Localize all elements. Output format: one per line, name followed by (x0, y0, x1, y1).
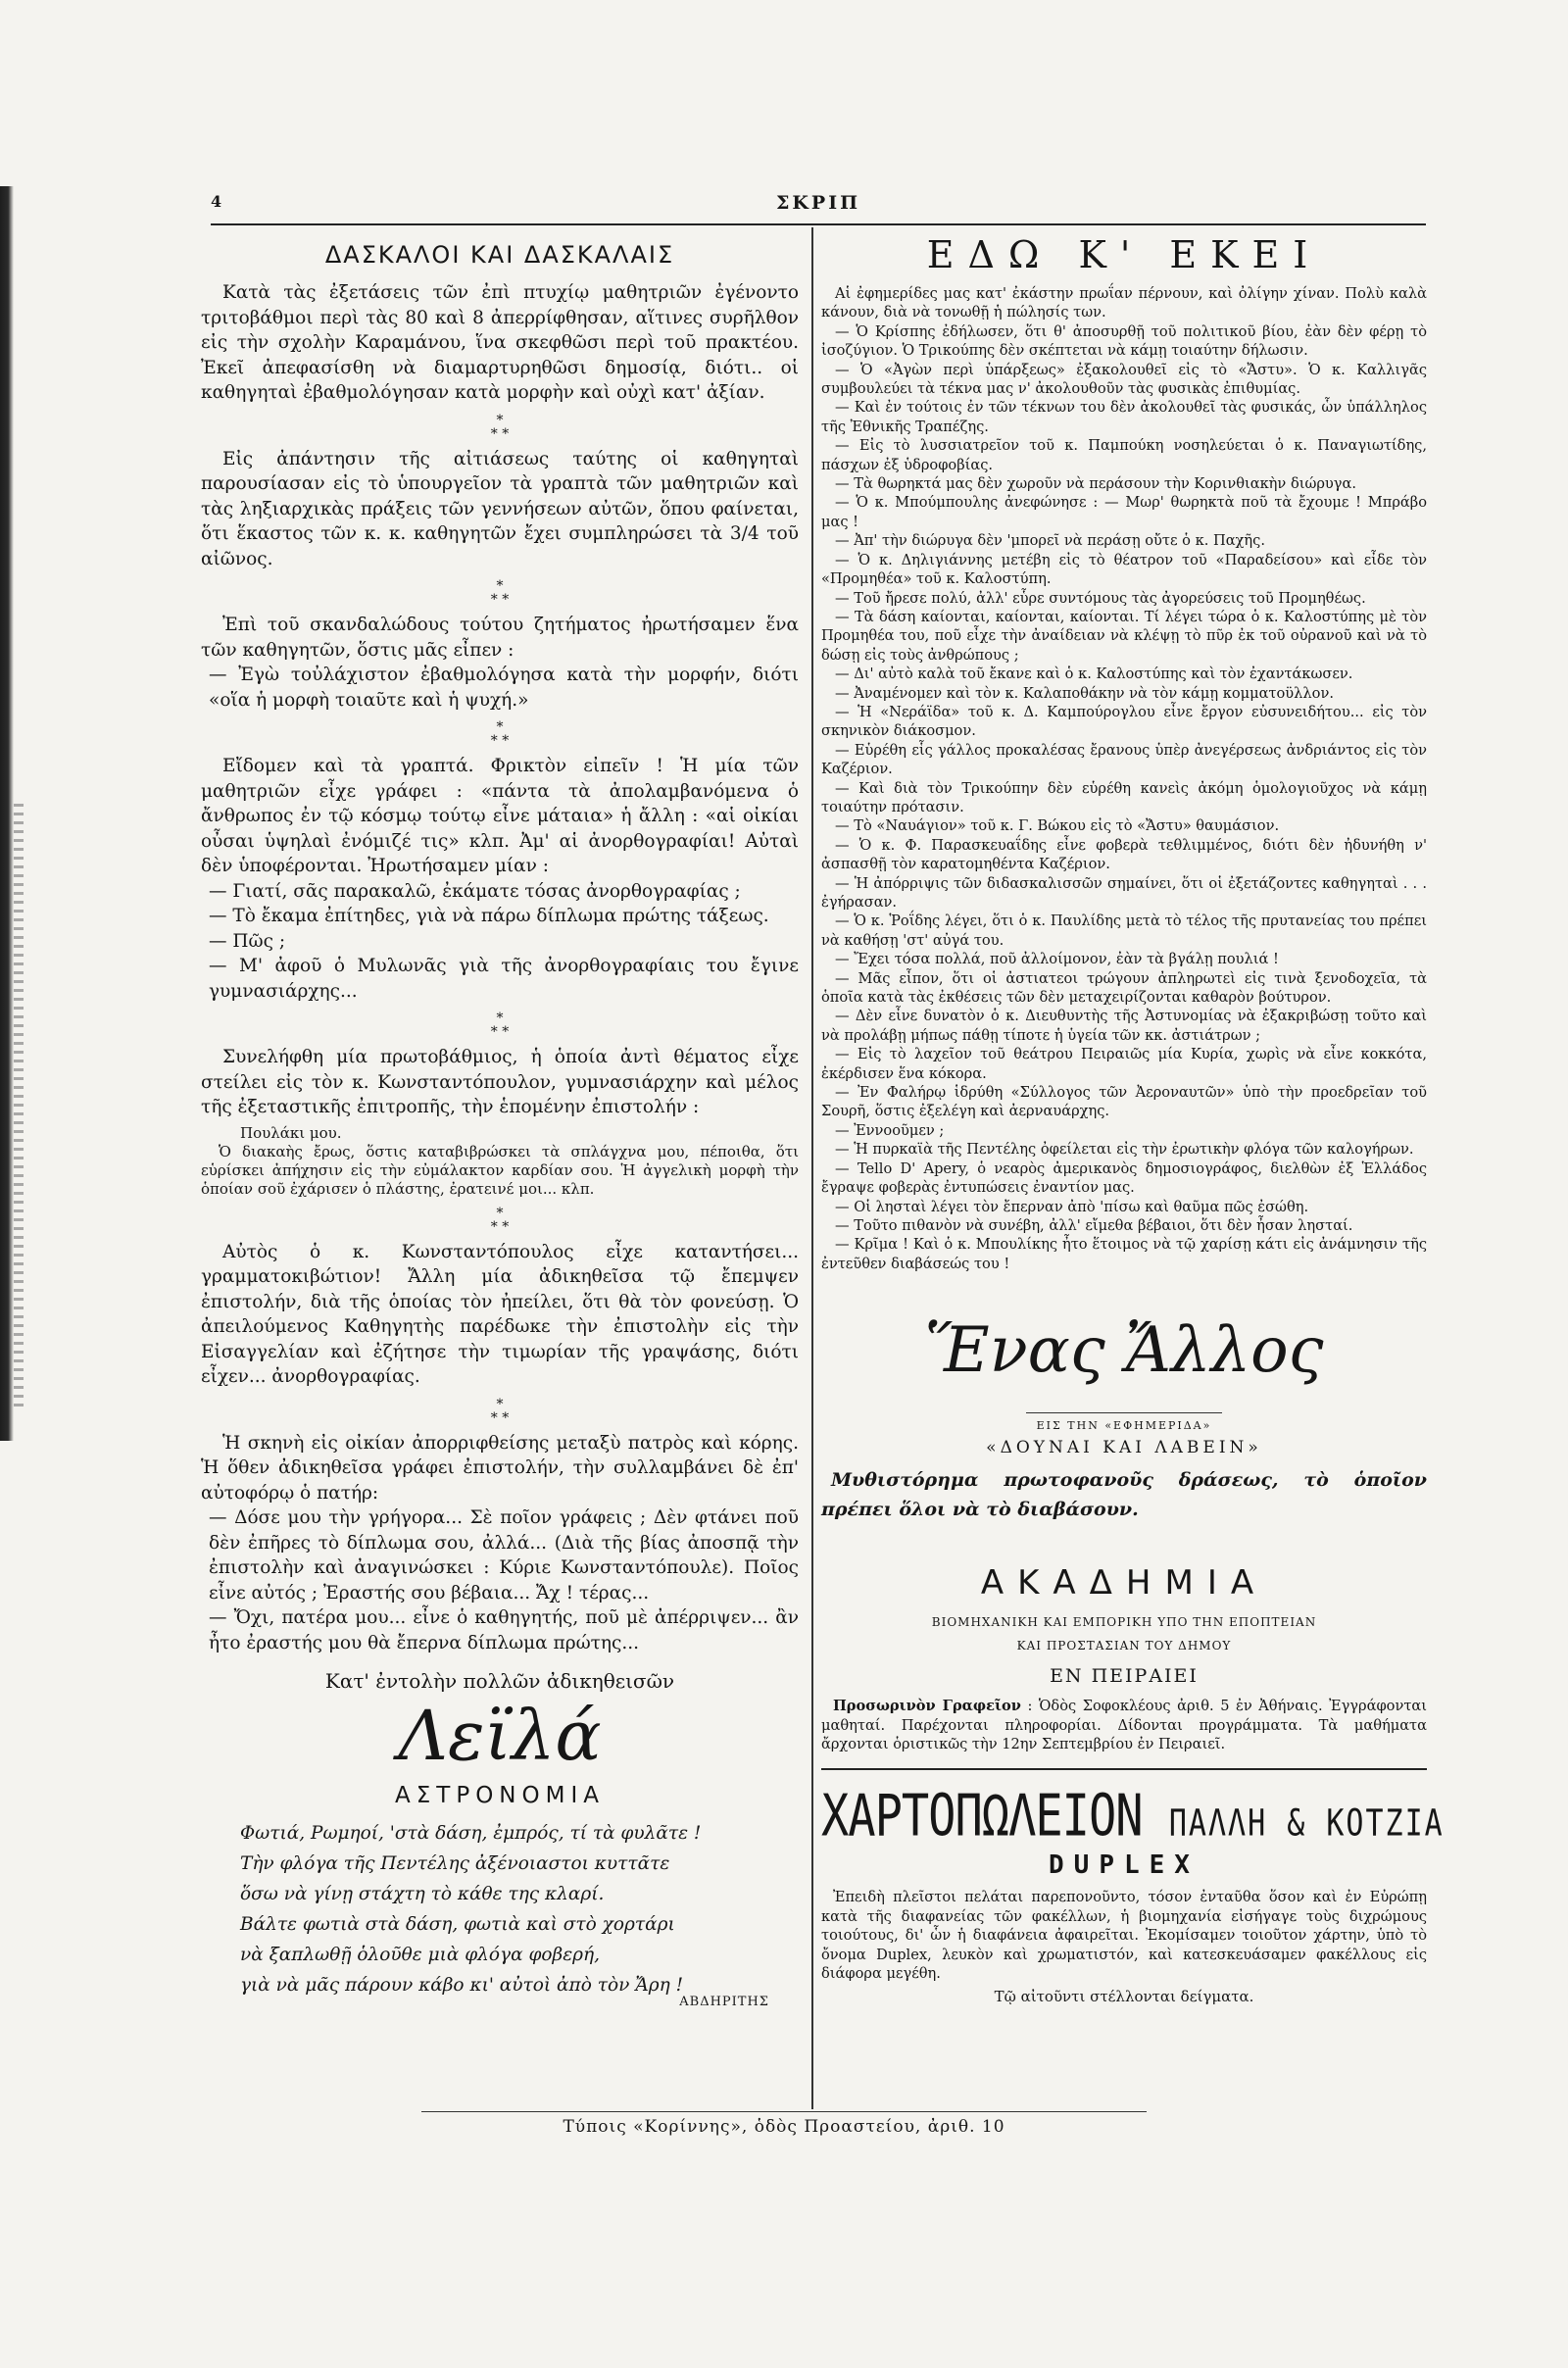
dialogue-line: — Ἐγὼ τοὐλάχιστον ἐβαθμολόγησα κατὰ τὴν μορφήν, διότι «οἵα ἡ μορφὴ τοιαῦτε καὶ ἡ ψυχή.» (209, 665, 799, 711)
letter-salutation: Πουλάκι μου. (240, 1123, 342, 1142)
dialogue-line: — Πῶς ; (209, 930, 286, 952)
dialogue-line: — Τὸ ἔκαμα ἐπίτηδες, γιὰ νὰ πάρω δίπλωμα πρώτης τάξεως. (209, 906, 769, 926)
news-item: — Καὶ ἐν τούτοις ἐν τῶν τέκνων του δὲν ἀκολουθεῖ τὰς φυσικάς, ὧν ὑπάλληλος τῆς Ἐθνικῆς Τραπέζης. (821, 399, 1427, 435)
news-item: — Ὁ κ. Μπούμπουλης ἀνεφώνησε : — Μωρ' θωρηκτὰ ποῦ τὰ ἔχουμε ! Μπράβο μας ! (821, 494, 1427, 530)
news-item: — Κρῖμα ! Καὶ ὁ κ. Μπουλίκης ἦτο ἕτοιμος νὰ τῷ χαρίσῃ κάτι εἰς ἀνάμνησιν τῆς ἐντεῦθεν διαβάσεώς του ! (821, 1236, 1427, 1272)
section-stars: * * * (490, 578, 510, 608)
shop-name: ΧΑΡΤΟΠΩΛΕΙΟΝ (821, 1782, 1143, 1850)
poem-line: ὅσω νὰ γίνῃ στάχτη τὸ κάθε της κλαρί. (240, 1884, 605, 1904)
news-item: — Ἔχει τόσα πολλά, ποῦ ἀλλοίμονον, ἐὰν τὰ βγάλῃ πουλιά ! (835, 951, 1279, 968)
divider (821, 1768, 1427, 1770)
shop-owners: ΠΑΛΛΗ & ΚΟΤΖΙΑ (1168, 1801, 1445, 1846)
poem-title: ΑΣΤΡΟΝΟΜΙΑ (395, 1783, 605, 1808)
paragraph: Εἴδομεν καὶ τὰ γραπτά. Φρικτὸν εἰπεῖν ! Ἡ μία τῶν μαθητριῶν εἶχε γράφει : «πάντα τὰ ἀπολαμβανόμενα ὁ ἄνθρωπος ἐν τῷ κόσμῳ τούτῳ εἶνε μάταια» ἡ ἄλλη : «αἱ οἰκίαι οὖσαι ὑψηλαὶ ἐνόμιζέ τις» κλπ. Ἀμ' αἱ ἀνορθογραφίαι! Αὐταὶ δὲν ὑποφέρονται. Ἠρωτήσαμεν μίαν : (201, 756, 799, 876)
news-item: — Εἰς τὸ λαχεῖον τοῦ θεάτρου Πειραιῶς μία Κυρία, χωρὶς νὰ εἶνε κοκκότα, ἐκέρδισεν ἕνα κόκορα. (821, 1046, 1427, 1082)
paragraph: Κατὰ τὰς ἐξετάσεις τῶν ἐπὶ πτυχίῳ μαθητριῶν ἐγένοντο τριτοβάθμοι περὶ τὰς 80 καὶ 8 ἀπερρίφθησαν, αἵτινες συρῆλθον εἰς τὴν σχολὴν Καραμάνου, ἵνα σκεφθῶσι περὶ τοῦ πρακτέου. Ἐκεῖ ἀπεφασίσθη νὰ διαμαρτυρηθῶσι δημοσίᾳ, διότι.. οἱ καθηγηταὶ ἐβαθμολόγησαν κατὰ μορφὴν καὶ οὐχὶ κατ' ἀξίαν. (201, 282, 799, 403)
news-item: — Δι' αὐτὸ καλὰ τοῦ ἔκανε καὶ ὁ κ. Καλοστύπης καὶ τὸν ἐχαντάκωσεν. (835, 666, 1353, 683)
news-item: — Ἡ «Νεράϊδα» τοῦ κ. Δ. Καμπούρογλου εἶνε ἔργον εὐσυνειδήτου... εἰς τὸν σκηνικὸν διάκοσμον. (821, 703, 1427, 740)
news-item: — Ὁ κ. Ῥοΐδης λέγει, ὅτι ὁ κ. Παυλίδης μετὰ τὸ τέλος τῆς πρυτανείας του πρέπει νὰ καθήσῃ 'στ' αὐγά του. (821, 913, 1427, 949)
poem-line: νὰ ξαπλωθῇ ὁλοῦθε μιὰ φλόγα φοβερή, (240, 1945, 601, 1965)
section-stars: * * * (490, 412, 510, 442)
news-item: — Καὶ διὰ τὸν Τρικούπην δὲν εὑρέθη κανεὶς ἀκόμη ὁμολογιοῦχος νὰ κάμῃ τοιαύτην πρότασιν. (821, 779, 1427, 815)
news-item: Αἱ ἐφημερίδες μας κατ' ἐκάστην πρωΐαν πέρνουν, καὶ ὀλίγην χίναν. Πολὺ καλὰ κάνουν, διὰ νὰ τονωθῇ ἡ πώλησίς των. (821, 285, 1427, 321)
paragraph: Ἡ σκηνὴ εἰς οἰκίαν ἀπορριφθείσης μεταξὺ πατρὸς καὶ κόρης. Ἡ ὅθεν ἀδικηθεῖσα γράφει ἐπιστολήν, τὴν συλλαμβάνει δὲ ἐπ' αὐτοφόρῳ ὁ πατήρ: (201, 1432, 799, 1504)
dialogue-line: — Ὄχι, πατέρα μου... εἶνε ὁ καθηγητής, ποῦ μὲ ἀπέρριψεν... ἂν ἦτο ἐραστής μου θὰ ἔπερνα δίπλωμα πρώτης... (209, 1607, 799, 1653)
news-item: — Ἡ ἀπόρριψις τῶν διδασκαλισσῶν σημαίνει, ὅτι οἱ ἐξετάζοντες καθηγηταὶ . . . ἐγήρασαν. (821, 874, 1427, 911)
academy-text (821, 1697, 1427, 1754)
column-heading: ΕΔΩ Κ' ΕΚΕΙ (926, 233, 1322, 276)
poem-line: Τὴν φλόγα τῆς Πεντέλης ἀξένοιαστοι κυττᾶτε (240, 1853, 670, 1874)
news-item: — Οἱ λησταὶ λέγει τὸν ἔπερναν ἀπὸ 'πίσω καὶ θαῦμα πῶς ἐσώθη. (835, 1198, 1309, 1215)
news-item: — Ἐννοοῦμεν ; (835, 1121, 945, 1139)
paragraph: Συνελήφθη μία πρωτοβάθμιος, ἡ ὁποία ἀντὶ θέματος εἶχε στείλει εἰς τὸν κ. Κωνσταντόπουλον, γυμνασιάρχην καὶ μέλος τῆς ἐξεταστικῆς ἐπιτροπῆς, τὴν ἑπομένην ἐπιστολήν : (201, 1047, 799, 1117)
page-header (211, 192, 1426, 222)
dialogue-line: — Μ' ἀφοῦ ὁ Μυλωνᾶς γιὰ τῆς ἀνορθογραφίαις του ἔγινε γυμνασιάρχης... (209, 956, 799, 1002)
column-divider (811, 227, 813, 2109)
academy-subtitle: ΒΙΟΜΗΧΑΝΙΚΗ ΚΑΙ ΕΜΠΟΡΙΚΗ ΥΠΟ ΤΗΝ ΕΠΟΠΤΕΙΑΝ (931, 1615, 1317, 1630)
poem-author: ΑΒΔΗΡΙΤΗΣ (679, 1995, 769, 2009)
left-column (201, 233, 799, 2009)
paragraph: Εἰς ἀπάντησιν τῆς αἰτιάσεως ταύτης οἱ καθηγηταὶ παρουσίασαν εἰς τὸ ὑπουργεῖον τὰ γραπτὰ τῶν μαθητριῶν καὶ τὰς ληξιαρχικὰς πράξεις τῶν γεννήσεων αὐτῶν, ὅπου φαίνεται, ὅτι ἕκαστος τῶν κ. κ. καθηγητῶν ἔχει συμπληρώσει τὰ 3/4 τοῦ αἰῶνος. (201, 448, 799, 569)
news-item: — Ὁ Κρίσπης ἐδήλωσεν, ὅτι θ' ἀποσυρθῇ τοῦ πολιτικοῦ βίου, ἐὰν δὲν φέρῃ τὸ ἰσοζύγιον. Ὁ Τρικούπης δὲν σκέπτεται νὰ κάμῃ τοιαύτην δήλωσιν. (821, 322, 1427, 360)
brand-name: DUPLEX (1049, 1850, 1200, 1880)
page-number: 4 (211, 192, 222, 211)
news-item: — Ἀπ' τὴν διώρυγα δὲν 'μπορεῖ νὰ περάσῃ οὔτε ὁ κ. Παχῆς. (835, 532, 1265, 550)
handwritten-signature: Ἕνας Ἄλλος (924, 1314, 1324, 1388)
news-item: — Ὁ κ. Δηλιγιάννης μετέβη εἰς τὸ θέατρον τοῦ «Παραδείσου» καὶ εἶδε τὸν «Προμηθέα» τοῦ κ. Καλοστύπη. (821, 551, 1427, 588)
handwritten-signature: Λεϊλά (398, 1696, 602, 1776)
news-item: — Ὁ «Ἀγὼν περὶ ὑπάρξεως» ἐξακολουθεῖ εἰς τὸ «Ἄστυ». Ὁ κ. Καλλιγᾶς συμβουλεύει τὰ τέκνα μας ν' ἀκολουθοῦν τὰς φυσικὰς ἐπιθυμίας. (821, 361, 1427, 398)
news-item: — Tello D' Apery, ὁ νεαρὸς ἀμερικανὸς δημοσιογράφος, διελθὼν ἐξ Ἑλλάδος ἔγραψε φοβερὰς ἐντυπώσεις ἐναντίον μας. (821, 1159, 1427, 1197)
news-item: — Ἡ πυρκαϊὰ τῆς Πεντέλης ὀφείλεται εἰς τὴν ἐρωτικὴν φλόγα τῶν καλογήρων. (835, 1141, 1414, 1159)
news-item: — Εἰς τὸ λυσσιατρεῖον τοῦ κ. Παμπούκη νοσηλεύεται ὁ κ. Παναγιωτίδης, πάσχων ἐξ ὑδροφοβίας. (821, 437, 1427, 473)
section-stars: * * * (490, 1011, 510, 1040)
header-rule (211, 223, 1426, 225)
news-item: — Τοῦτο πιθανὸν νὰ συνέβη, ἀλλ' εἴμεθα βέβαιοι, ὅτι δὲν ἦσαν λησταί. (835, 1216, 1353, 1234)
news-item: — Ὁ κ. Φ. Παρασκευαΐδης εἶνε φοβερὰ τεθλιμμένος, διότι δὲν ἠδυνήθη ν' ἀσπασθῇ τὸν καρατομηθέντα Καζέριον. (821, 836, 1427, 873)
footer-rule (421, 2111, 1147, 2112)
ad-kicker: ΕΙΣ ΤΗΝ «ΕΦΗΜΕΡΙΔΑ» (1036, 1419, 1212, 1433)
paragraph: Αὐτὸς ὁ κ. Κωνσταντόπουλος εἶχε καταντήσει... γραμματοκιβώτιον! Ἄλλη μία ἀδικηθεῖσα τῷ ἔπεμψεν ἐπιστολήν, διὰ τῆς ὁποίας τὸν ἠπείλει, ὅτι θὰ τὸν φονεύσῃ. Ὁ ἀπειλούμενος Καθηγητὴς παρέδωκε τὴν ἐπιστολὴν εἰς τὴν Εἰσαγγελίαν καὶ ἐζήτησε τὴν τιμωρίαν τῆς γραψάσης, διότι εἶχεν... ἀνορθογραφίας. (201, 1241, 799, 1387)
academy-subtitle: ΚΑΙ ΠΡΟΣΤΑΣΙΑΝ ΤΟΥ ΔΗΜΟΥ (1016, 1639, 1232, 1653)
shop-closing: Τῷ αἰτοῦντι στέλλονται δείγματα. (994, 1987, 1254, 2005)
news-item: — Ἐν Φαλήρῳ ἱδρύθη «Σύλλογος τῶν Ἀεροναυτῶν» ὑπὸ τὴν προεδρεῖαν τοῦ Σουρῆ, ὅστις ἐξελέγη καὶ ἀερναυάρχης. (821, 1084, 1427, 1120)
news-item: — Εὑρέθη εἷς γάλλος προκαλέσας ἔρανους ὑπὲρ ἀνεγέρσεως ἀνδριάντος εἰς τὸν Καζέριον. (821, 741, 1427, 778)
section-stars: * * * (490, 1396, 510, 1426)
section-stars: * * * (490, 719, 510, 749)
printer-imprint: Τύποις «Κορίννης», ὁδὸς Προαστείου, ἀριθ. 10 (563, 2117, 1005, 2137)
scan-binding-edge (0, 186, 14, 1441)
academy-office-label: Προσωρινὸν Γραφεῖον (833, 1698, 1021, 1715)
paragraph: Ἐπὶ τοῦ σκανδαλώδους τούτου ζητήματος ἠρωτήσαμεν ἕνα τῶν καθηγητῶν, ὅστις μᾶς εἶπεν : (201, 615, 799, 661)
news-item: — Τὸ «Ναυάγιον» τοῦ κ. Γ. Βώκου εἰς τὸ «Ἄστυ» θαυμάσιον. (835, 817, 1280, 835)
scan-binding-shadow (14, 804, 24, 1411)
shop-text: Ἐπειδὴ πλεῖστοι πελάται παρεπονοῦντο, τόσον ἐνταῦθα ὅσον καὶ ἐν Εὐρώπῃ κατὰ τῆς διαφανείας τῶν φακέλλων, ἡ βιομηχανία εἰσήγαγε τοὺς διχρώμους τοιούτους, δι' ὧν ἡ διαφάνεια ἀφαιρεῖται. Ἐκομίσαμεν τοιοῦτον χάρτην, ὑπὸ τὸ ὄνομα Duplex, λευκὸν καὶ χρωματιστόν, καὶ κατεσκευάσαμεν φακέλλους εἰς διάφορα μεγέθη. (821, 1888, 1427, 1983)
academy-title: ΑΚΑΔΗΜΙΑ (980, 1563, 1268, 1603)
novel-title: «ΔΟΥΝΑΙ ΚΑΙ ΛΑΒΕΙΝ» (986, 1438, 1262, 1458)
section-stars: * * * (490, 1205, 510, 1235)
novel-description: Μυθιστόρημα πρωτοφανοῦς δράσεως, τὸ ὁποῖον πρέπει ὅλοι νὰ τὸ διαβάσουν. (821, 1469, 1427, 1521)
news-item: — Ἀναμένομεν καὶ τὸν κ. Καλαποθάκην νὰ τὸν κάμῃ κομματοϋλλον. (835, 684, 1334, 702)
dialogue-line: — Γιατί, σᾶς παρακαλῶ, ἐκάματε τόσας ἀνορθογραφίας ; (209, 880, 741, 902)
right-column (821, 233, 1445, 2005)
poem-line: Φωτιά, Ρωμηοί, 'στὰ δάση, ἐμπρός, τί τὰ φυλᾶτε ! (240, 1823, 702, 1844)
poem-line: γιὰ νὰ μᾶς πάρουν κάβο κι' αὐτοὶ ἀπὸ τὸν Ἄρη ! (240, 1975, 684, 1996)
academy-city: ΕΝ ΠΕΙΡΑΙΕΙ (1050, 1665, 1199, 1688)
byline: Κατ' ἐντολὴν πολλῶν ἀδικηθεισῶν (324, 1669, 675, 1693)
poem (201, 1818, 799, 2000)
poem-line: Βάλτε φωτιὰ στὰ δάση, φωτιὰ καὶ στὸ χορτάρι (240, 1914, 675, 1935)
news-items (821, 284, 1427, 1273)
letter-text: Ὁ διακαὴς ἔρως, ὅστις καταβιβρώσκει τὰ σπλάγχνα μου, πέποιθα, ὅτι εὑρίσκει ἀπήχησιν εἰς τὴν εὐμάλακτον καρδίαν σου. Ἡ ἀγγελικὴ μορφὴ τὴν ὁποίαν σοῦ ἐχάρισεν ὁ πλάστης, ἐρατεινέ μοι... κλπ. (201, 1142, 799, 1198)
dialogue-line: — Δόσε μου τὴν γρήγορα... Σὲ ποῖον γράφεις ; Δὲν φτάνει ποῦ δὲν ἐπῆρες τὸ δίπλωμα σου, ἀλλά... (Διὰ τῆς βίας ἀποσπᾷ τὴν ἐπιστολὴν καὶ ἀναγινώσκει : Κύριε Κωνσταντόπουλε). Ποῖος εἶνε αὐτός ; Ἐραστής σου βέβαια... Ἄχ ! τέρας... (209, 1507, 799, 1603)
article-heading: ΔΑΣΚΑΛΟΙ ΚΑΙ ΔΑΣΚΑΛΑΙΣ (324, 241, 675, 269)
masthead: ΣΚΡΙΠ (775, 192, 861, 214)
news-item: — Μᾶς εἶπον, ὅτι οἱ ἀστιατεοι τρώγουν ἀπληρωτεὶ εἰς τινὰ ξενοδοχεῖα, τὰ ὁποῖα κατὰ τὰς ἐκθέσεις τῶν δὲν μεταχειρίζονται καθαρὸν βούτυρον. (821, 969, 1427, 1007)
news-item: — Τὰ δάση καίονται, καίονται, καίονται. Τί λέγει τώρα ὁ κ. Καλοστύπης μὲ τὸν Προμηθέα του, ποῦ εἶχε τὴν ἀναίδειαν νὰ κλέψῃ τὸ πῦρ ἐκ τοῦ οὐρανοῦ καὶ νὰ τὸ δώσῃ εἰς τοὺς ἀνθρώπους ; (821, 608, 1427, 664)
news-item: — Δὲν εἶνε δυνατὸν ὁ κ. Διευθυντὴς τῆς Ἀστυνομίας νὰ ἐξακριβώσῃ τοῦτο καὶ νὰ προλάβῃ μήπως πάθῃ τίποτε ἡ ὑγεία τῶν κκ. ἀστιάτρων ; (821, 1008, 1427, 1044)
shop-title (821, 1782, 1445, 1857)
news-item: — Τοῦ ἤρεσε πολύ, ἀλλ' εὗρε συντόμους τὰς ἀγορεύσεις τοῦ Προμηθέως. (835, 589, 1366, 607)
academy-details: : Ὁδὸς Σοφοκλέους ἀριθ. 5 ἐν Ἀθήναις. Ἐγγράφονται μαθηταί. Παρέχονται πληροφορίαι. Δίδονται προγράμματα. Τὰ μαθήματα ἄρχονται ὁριστικῶς τὴν 12ην Σεπτεμβρίου ἐν Πειραιεῖ. (821, 1698, 1427, 1753)
news-item: — Τὰ θωρηκτά μας δὲν χωροῦν νὰ περάσουν τὴν Κορινθιακὴν διώρυγα. (835, 475, 1357, 493)
divider (1026, 1412, 1222, 1413)
